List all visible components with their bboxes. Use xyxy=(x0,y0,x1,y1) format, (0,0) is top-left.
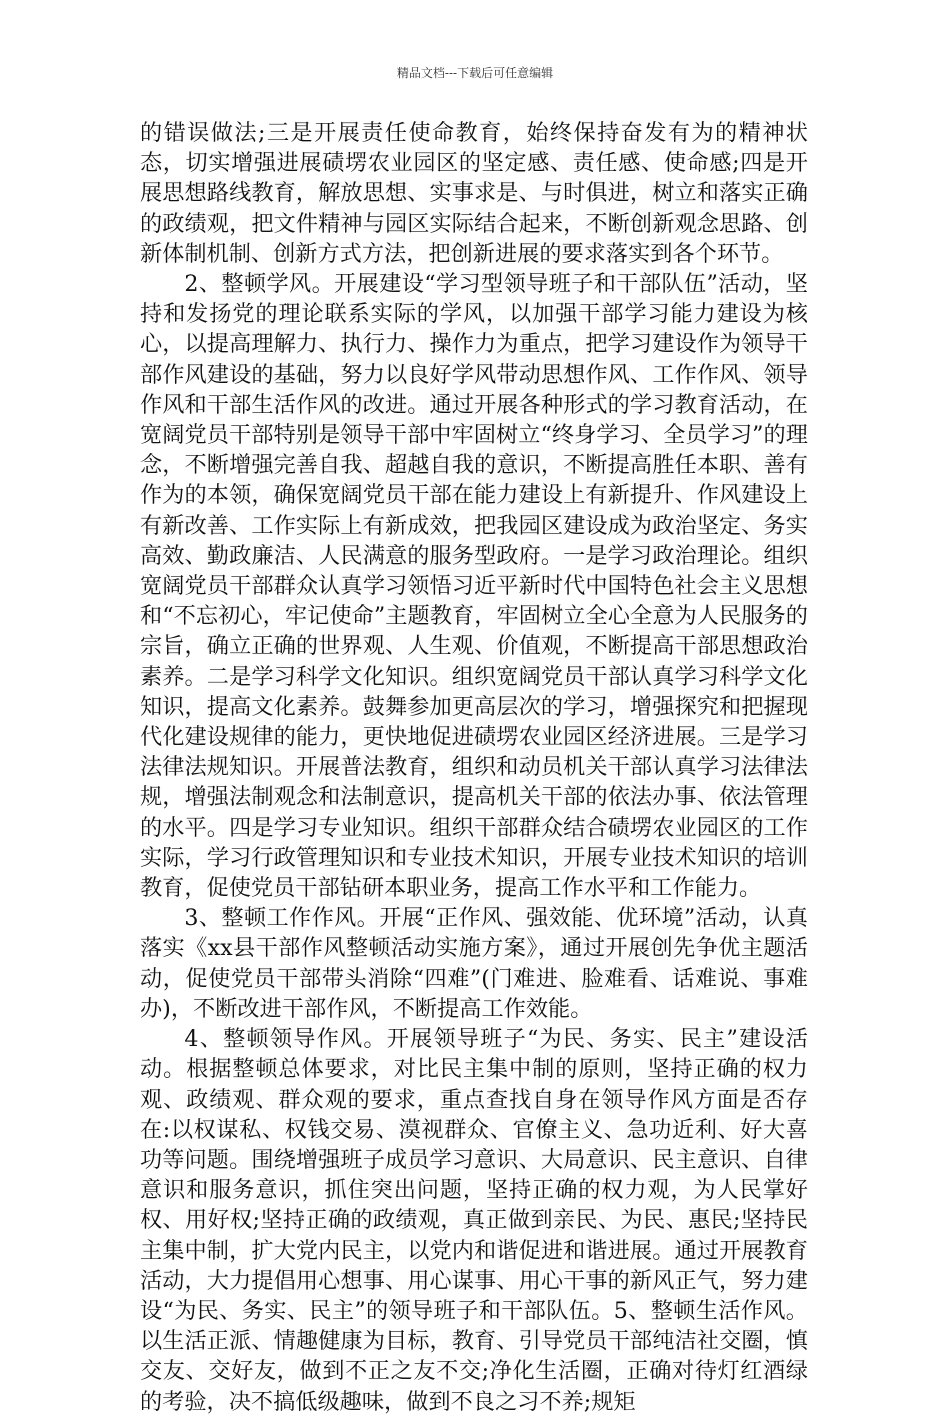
document-body xyxy=(140,118,808,1417)
paragraph-work-style: 3、整顿工作作风。开展“正作风、强效能、优环境”活动，认真落实《xx县干部作风整顿活动实施方案》，通过开展创先争优主题活动，促使党员干部带头消除“四难”(门难进、脸难看、话难说、事难办)，不断改进干部作风，不断提高工作效能。 xyxy=(140,905,808,1022)
paragraph-continuation: 的错误做法;三是开展责任使命教育，始终保持奋发有为的精神状态，切实增强进展碛塄农业园区的坚定感、责任感、使命感;四是开展思想路线教育，解放思想、实事求是、与时俱进，树立和落实正确的政绩观，把文件精神与园区实际结合起来，不断创新观念思路、创新体制机制、创新方式方法，把创新进展的要求落实到各个环节。 xyxy=(140,120,808,267)
page-header: 精品文档---下载后可任意编辑 xyxy=(396,66,554,80)
paragraph-study-style: 2、整顿学风。开展建设“学习型领导班子和干部队伍”活动，坚持和发扬党的理论联系实际的学风，以加强干部学习能力建设为核心，以提高理解力、执行力、操作力为重点，把学习建设作为领导干部作风建设的基础，努力以良好学风带动思想作风、工作作风、领导作风和干部生活作风的改进。通过开展各种形式的学习教育活动，在宽阔党员干部特别是领导干部中牢固树立“终身学习、全员学习”的理念，不断增强完善自我、超越自我的意识，不断提高胜任本职、善有作为的本领，确保宽阔党员干部在能力建设上有新提升、作风建设上有新改善、工作实际上有新成效，把我园区建设成为政治坚定、务实高效、勤政廉洁、人民满意的服务型政府。一是学习政治理论。组织宽阔党员干部群众认真学习领悟习近平新时代中国特色社会主义思想和“不忘初心，牢记使命”主题教育，牢固树立全心全意为人民服务的宗旨，确立正确的世界观、人生观、价值观，不断提高干部思想政治素养。二是学习科学文化知识。组织宽阔党员干部认真学习科学文化知识，提高文化素养。鼓舞参加更高层次的学习，增强探究和把握现代化建设规律的能力，更快地促进碛塄农业园区经济进展。三是学习法律法规知识。开展普法教育，组织和动员机关干部认真学习法律法规，增强法制观念和法制意识，提高机关干部的依法办事、依法管理的水平。四是学习专业知识。组织干部群众结合碛塄农业园区的工作实际，学习行政管理知识和专业技术知识，开展专业技术知识的培训教育，促使党员干部钻研本职业务，提高工作水平和工作能力。 xyxy=(140,271,808,902)
paragraph-leadership-style: 4、整顿领导作风。开展领导班子“为民、务实、民主”建设活动。根据整顿总体要求，对比民主集中制的原则，坚持正确的权力观、政绩观、群众观的要求，重点查找自身在领导作风方面是否存在:以权谋私、权钱交易、漠视群众、官僚主义、急功近利、好大喜功等问题。围绕增强班子成员学习意识、大局意识、民主意识、自律意识和服务意识，抓住突出问题，坚持正确的权力观，为人民掌好权、用好权;坚持正确的政绩观，真正做到亲民、为民、惠民;坚持民主集中制，扩大党内民主，以党内和谐促进和谐进展。通过开展教育活动，大力提倡用心想事、用心谋事、用心干事的新风正气，努力建设“为民、务实、民主”的领导班子和干部队伍。5、整顿生活作风。以生活正派、情趣健康为目标，教育、引导党员干部纯洁社交圈，慎交友、交好友，做到不正之友不交;净化生活圈，正确对待灯红酒绿的考验，决不搞低级趣味，做到不良之习不养;规矩 xyxy=(140,1026,808,1415)
